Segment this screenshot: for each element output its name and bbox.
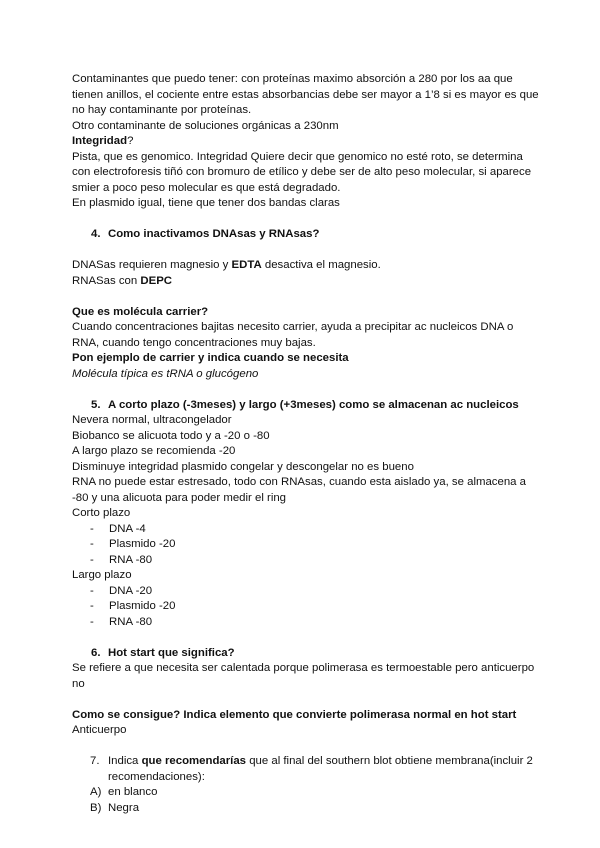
carrier-answer: Cuando concentraciones bajitas necesito carrier, ayuda a precipitar ac nucleicos DNA o RNA, cuando tengo concentraciones muy bajas. bbox=[72, 321, 514, 349]
dash-marker: - bbox=[90, 553, 94, 566]
paragraph-integridad: Pista, que es genomico. Integridad Quiere decir que genomico no esté roto, se determina con electroforesis tiñó con bromuro de etílico y debe ser de alto peso molecular, si aparece smier a poco peso molecular es que está degradado. bbox=[72, 150, 532, 194]
largo-plazo-label: Largo plazo bbox=[72, 569, 132, 581]
list-item-text: Plasmido -20 bbox=[109, 600, 176, 612]
bold-term: que recomendarías bbox=[141, 755, 247, 767]
storage-line-1: Nevera normal, ultracongelador bbox=[72, 414, 232, 426]
question-text: Hot start que significa? bbox=[108, 646, 235, 659]
storage-line-3: A largo plazo se recomienda -20 bbox=[72, 445, 236, 457]
storage-line-5: RNA no puede estar estresado, todo con RNAsas, cuando esta aislado ya, se almacena a -80 y una alicuota para poder medir el ring bbox=[72, 476, 527, 504]
list-item bbox=[90, 537, 542, 553]
text-run: RNASas con bbox=[72, 274, 141, 287]
text-run: Indica bbox=[108, 755, 142, 767]
dash-marker: - bbox=[90, 615, 94, 628]
paragraph-plasmido: En plasmido igual, tiene que tener dos bandas claras bbox=[72, 197, 340, 209]
option-marker: A) bbox=[90, 786, 102, 798]
option-marker: B) bbox=[90, 801, 102, 814]
text-run: desactiva el magnesio. bbox=[261, 259, 381, 271]
question-number: 6. bbox=[91, 646, 101, 659]
question-number: 5. bbox=[91, 398, 101, 411]
ejemplo-question: Pon ejemplo de carrier y indica cuando se necesita bbox=[72, 352, 349, 364]
hot-start-answer: Se refiere a que necesita ser calentada porque polimerasa es termoestable pero anticuerpo no bbox=[72, 662, 535, 690]
heading-question-6 bbox=[91, 646, 542, 662]
edta-term: EDTA bbox=[231, 259, 262, 271]
dash-marker: - bbox=[90, 584, 94, 597]
option-text: Negra bbox=[108, 801, 140, 814]
list-item-text: Plasmido -20 bbox=[109, 538, 176, 550]
dash-marker: - bbox=[90, 538, 94, 550]
list-item-text: DNA -4 bbox=[109, 522, 146, 535]
list-item bbox=[90, 599, 542, 615]
integridad-qmark: ? bbox=[127, 135, 134, 147]
question-number: 7. bbox=[90, 755, 100, 767]
paragraph-dnasas bbox=[72, 258, 542, 274]
question-7 bbox=[90, 754, 542, 785]
ejemplo-answer: Molécula típica es tRNA o glucógeno bbox=[72, 367, 259, 380]
text-run: DNASas requieren magnesio y bbox=[72, 259, 232, 271]
dash-marker: - bbox=[90, 522, 94, 535]
option-b bbox=[90, 801, 542, 817]
question-number: 4. bbox=[91, 228, 101, 240]
question-text: A corto plazo (-3meses) y largo (+3meses) como se almacenan ac nucleicos bbox=[108, 398, 519, 411]
list-item bbox=[90, 553, 542, 569]
document-page bbox=[72, 72, 542, 816]
consigue-answer: Anticuerpo bbox=[72, 724, 127, 736]
list-item-text: RNA -80 bbox=[109, 553, 153, 566]
list-item bbox=[90, 522, 542, 538]
storage-line-2: Biobanco se alicuota todo y a -20 o -80 bbox=[72, 429, 270, 442]
list-item bbox=[90, 615, 542, 631]
heading-question-4 bbox=[91, 227, 542, 243]
dash-marker: - bbox=[90, 600, 94, 612]
question-text bbox=[108, 754, 542, 785]
heading-question-5 bbox=[91, 398, 542, 414]
question-text: Como inactivamos DNAsas y RNAsas? bbox=[108, 228, 320, 240]
consigue-question: Como se consigue? Indica elemento que convierte polimerasa normal en hot start bbox=[72, 708, 517, 721]
list-item-text: DNA -20 bbox=[109, 584, 153, 597]
paragraph-otro-contaminante: Otro contaminante de soluciones orgánicas a 230nm bbox=[72, 119, 339, 132]
depc-term: DEPC bbox=[140, 274, 173, 287]
paragraph-contaminantes: Contaminantes que puedo tener: con proteínas maximo absorción a 280 por los aa que tienen anillos, el cociente entre estas absorbancias debe ser mayor a 1’8 si es mayor es que no hay contaminante por proteínas. bbox=[72, 73, 539, 116]
list-item-text: RNA -80 bbox=[109, 615, 153, 628]
text-run: que al final del southern blot obtiene membrana(incluir 2 recomendaciones): bbox=[108, 755, 533, 783]
carrier-question: Que es molécula carrier? bbox=[72, 305, 209, 318]
list-item bbox=[90, 584, 542, 600]
option-a bbox=[90, 785, 542, 801]
storage-line-4: Disminuye integridad plasmido congelar y descongelar no es bueno bbox=[72, 460, 414, 473]
corto-plazo-label: Corto plazo bbox=[72, 507, 131, 519]
option-text: en blanco bbox=[108, 786, 158, 798]
paragraph-rnasas bbox=[72, 274, 542, 290]
integridad-question bbox=[72, 134, 542, 150]
integridad-label: Integridad bbox=[72, 135, 128, 147]
